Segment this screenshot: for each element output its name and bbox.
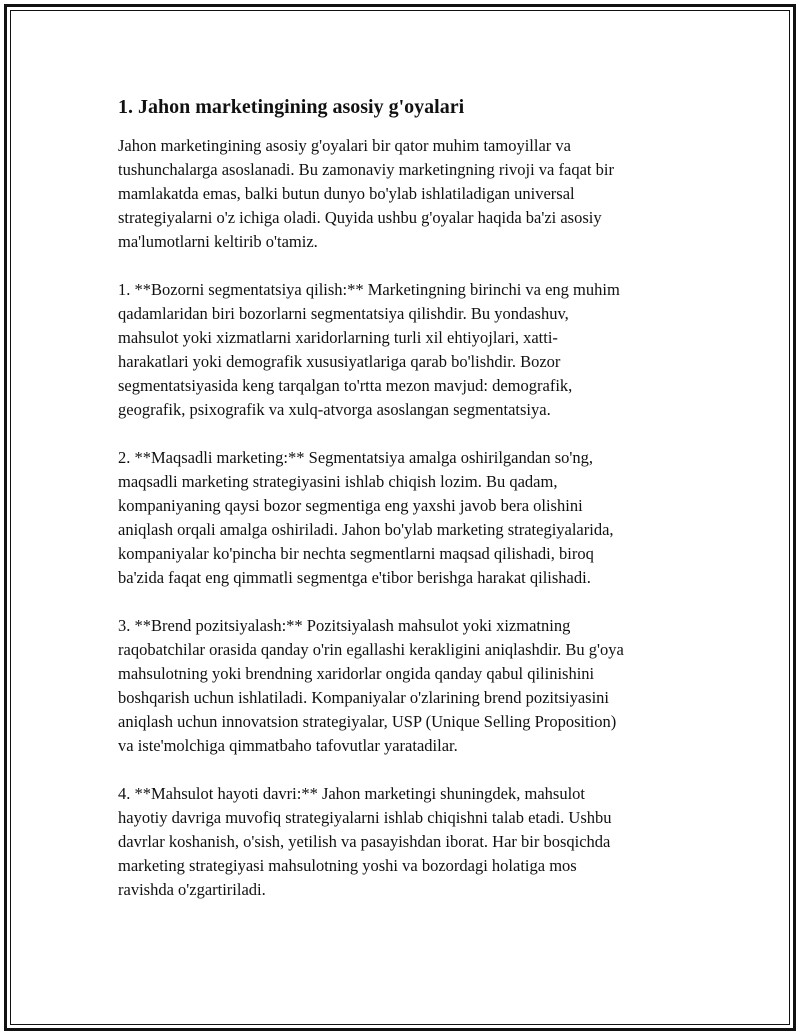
paragraph-brand-positioning: 3. **Brend pozitsiyalash:** Pozitsiyalash mahsulot yoki xizmatning raqobatchilar orasida qanday o'rin egallashi kerakligini aniqlashdir. Bu g'oya mahsulotning yoki brendning xaridorlar ongida qanday qabul qilinishini boshqarish uchun ishlatiladi. Kompaniyalar o'zlarining brend pozitsiyasini aniqlash uchun innovatsion strategiyalar, USP (Unique Selling Proposition) va iste'molchiga qimmatbaho tafovutlar yaratadilar. [118, 616, 624, 755]
document-body [118, 94, 690, 926]
document-title: 1. Jahon marketingining asosiy g'oyalari [118, 96, 465, 118]
paragraph-targeted-marketing: 2. **Maqsadli marketing:** Segmentatsiya amalga oshirilgandan so'ng, maqsadli marketing strategiyasini ishlab chiqish lozim. Bu qadam, kompaniyaning qaysi bozor segmentiga eng yaxshi javob bera olishini aniqlash orqali amalga oshiriladi. Jahon bo'ylab marketing strategiyalarida, kompaniyalar ko'pincha bir nechta segmentlarni maqsad qilishadi, biroq ba'zida faqat eng qimmatli segmentga e'tibor berishga harakat qilishadi. [118, 448, 614, 587]
paragraph-product-lifecycle: 4. **Mahsulot hayoti davri:** Jahon marketingi shuningdek, mahsulot hayotiy davriga muvofiq strategiyalarni ishlab chiqishni talab etadi. Ushbu davrlar koshanish, o'sish, yetilish va pasayishdan iborat. Har bir bosqichda marketing strategiyasi mahsulotning yoshi va bozordagi holatiga mos ravishda o'zgartiriladi. [118, 784, 612, 899]
paragraph-segmentation: 1. **Bozorni segmentatsiya qilish:** Marketingning birinchi va eng muhim qadamlaridan biri bozorlarni segmentatsiya qilishdir. Bu yondashuv, mahsulot yoki xizmatlarni xaridorlarning turli xil ehtiyojlari, xatti- harakatlari yoki demografik xususiyatlariga qarab bo'lishdir. Bozor segmentatsiyasida keng tarqalgan to'rtta mezon mavjud: demografik, geografik, psixografik va xulq-atvorga asoslangan segmentatsiya. [118, 280, 620, 419]
intro-paragraph: Jahon marketingining asosiy g'oyalari bir qator muhim tamoyillar va tushunchalarga asoslanadi. Bu zamonaviy marketingning rivoji va faqat bir mamlakatda emas, balki butun dunyo bo'ylab ishlatiladigan universal strategiyalarni o'z ichiga oladi. Quyida ushbu g'oyalar haqida ba'zi asosiy ma'lumotlarni keltirib o'tamiz. [118, 136, 614, 251]
